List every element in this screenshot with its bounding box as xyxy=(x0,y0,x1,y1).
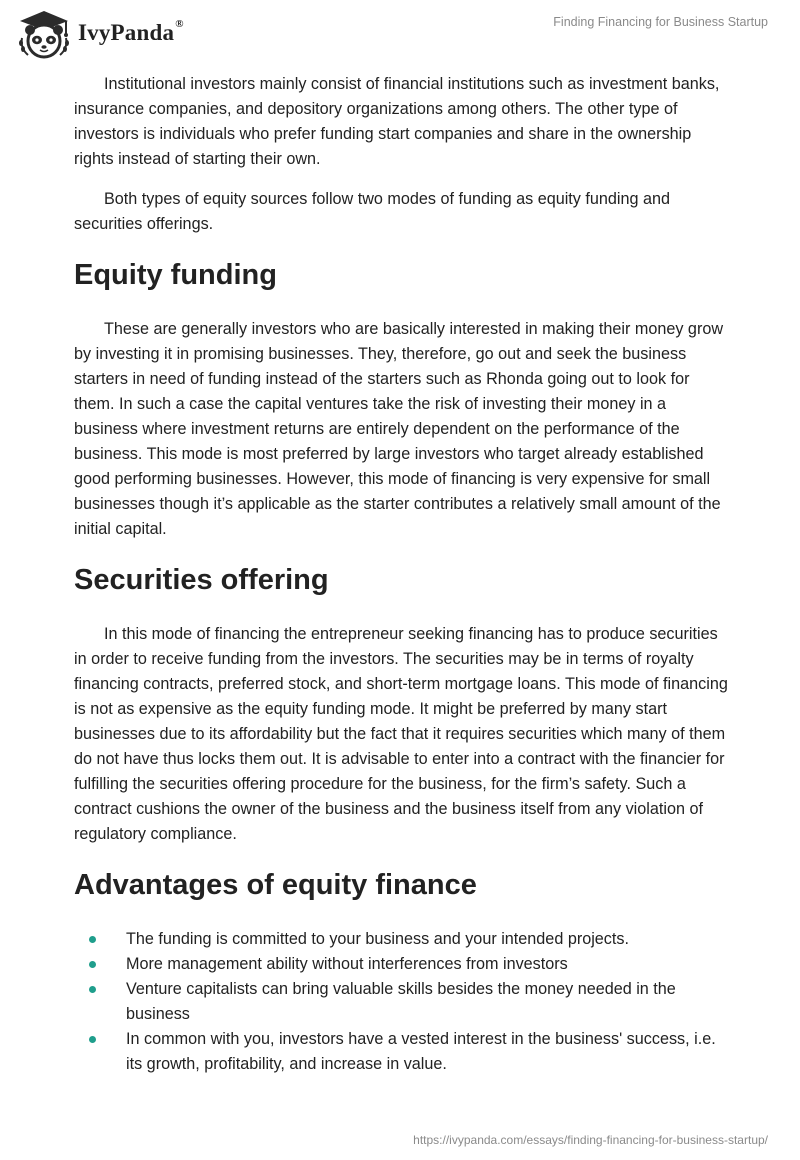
list-item xyxy=(126,1027,728,1077)
securities-offering-paragraph: In this mode of financing the entrepreneur seeking financing has to produce securities in order to receive funding from the investors. The securities may be in terms of royalty financing contracts, preferred stock, and short-term mortgage loans. This mode of financing is not as expensive as the equity funding mode. It might be preferred by many start businesses due to its affordability but the fact that it requires securities which many of them do not have thus locks them out. It is advisable to enter into a contract with the financier for fulfilling the securities offering procedure for the business, for the firm’s safety. Such a contract cushions the owner of the business and the business itself from any violation of regulatory compliance. xyxy=(74,625,728,843)
heading-advantages-equity-finance: Advantages of equity finance xyxy=(74,869,477,901)
essay-content xyxy=(74,72,728,1077)
source-url[interactable]: https://ivypanda.com/essays/finding-financing-for-business-startup/ xyxy=(413,1133,768,1147)
list-item xyxy=(126,952,728,977)
list-item-text: The funding is committed to your business and your intended projects. xyxy=(126,930,629,948)
bullet-dot-icon xyxy=(89,986,96,993)
list-item-text: Venture capitalists can bring valuable skills besides the money needed in the business xyxy=(126,980,676,1023)
bullet-dot-icon xyxy=(89,961,96,968)
equity-funding-paragraph: These are generally investors who are basically interested in making their money grow by investing it in promising businesses. They, therefore, go out and seek the business starters in need of funding instead of the starters such as Rhonda going out to look for them. In such a case the capital ventures take the risk of investing their money in a business where investment returns are entirely dependent on the performance of the business. This mode is most preferred by large investors who target already established good performing businesses. However, this mode of financing is very expensive for small businesses though it’s applicable as the starter contributes a relatively small amount of the initial capital. xyxy=(74,320,724,538)
bullet-dot-icon xyxy=(89,1036,96,1043)
bullet-dot-icon xyxy=(89,936,96,943)
brand-name[interactable] xyxy=(78,20,184,46)
heading-equity-funding: Equity funding xyxy=(74,259,277,291)
list-item-text: More management ability without interferences from investors xyxy=(126,955,568,973)
heading-securities-offering: Securities offering xyxy=(74,564,329,596)
panda-graduate-logo-icon[interactable] xyxy=(14,8,74,60)
list-item xyxy=(126,927,728,952)
advantages-list xyxy=(74,927,728,1077)
intro-paragraph-2: Both types of equity sources follow two modes of funding as equity funding and securities offerings. xyxy=(74,190,671,233)
document-title: Finding Financing for Business Startup xyxy=(553,15,768,29)
list-item xyxy=(126,977,728,1027)
list-item-text: In common with you, investors have a vested interest in the business' success, i.e. its growth, profitability, and increase in value. xyxy=(126,1030,716,1073)
page-header xyxy=(0,0,800,66)
intro-paragraph-1: Institutional investors mainly consist of financial institutions such as investment banks, insurance companies, and depository organizations among others. The other type of investors is individuals who prefer funding start companies and share in the ownership rights instead of starting their own. xyxy=(74,75,720,168)
registered-mark: ® xyxy=(175,18,184,31)
brand-name-text: IvyPanda xyxy=(78,20,175,45)
